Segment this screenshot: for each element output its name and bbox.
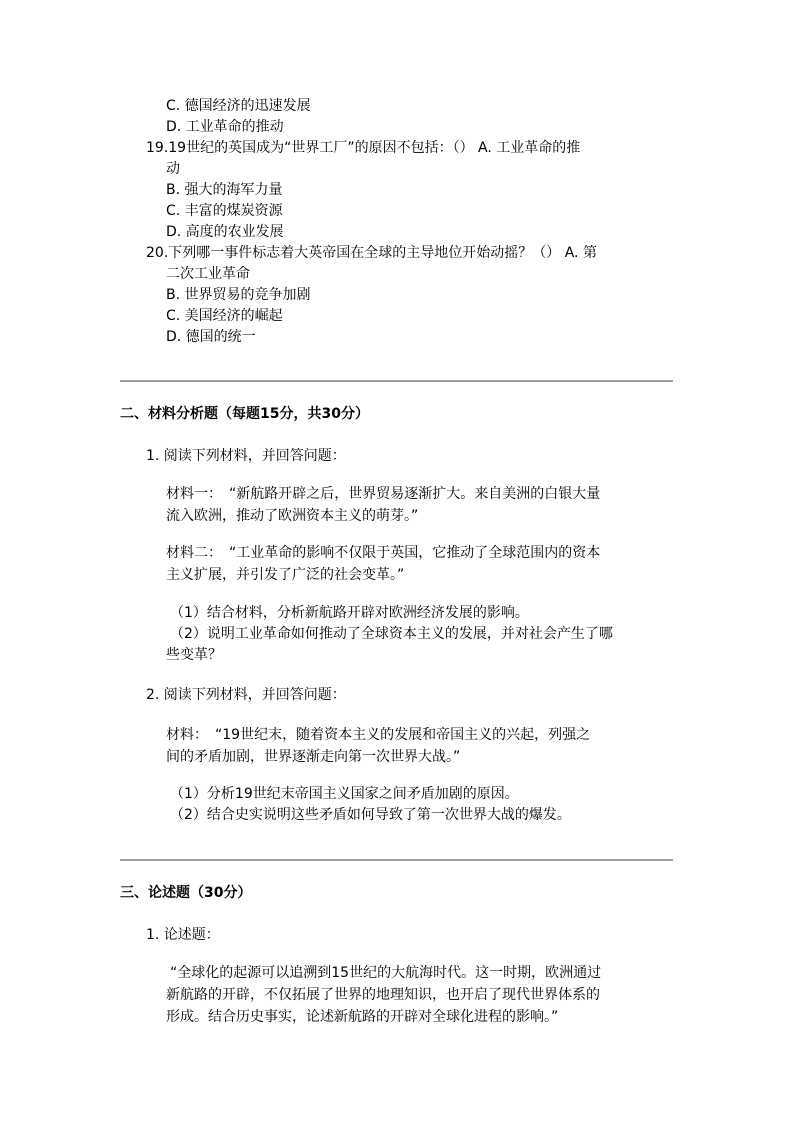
q19-option-b: B. 强大的海军力量 [166, 182, 283, 198]
s2-q2-sub1: （1）分析19世纪末帝国主义国家之间矛盾加剧的原因。 [170, 786, 519, 802]
q19-stem-cont: 动 [166, 161, 180, 177]
s2-q1-sub2-cont: 些变革？ [166, 647, 222, 663]
s3-q1-quote-cont: 新航路的开辟，不仅拓展了世界的地理知识，也开启了现代世界体系的 [166, 987, 600, 1003]
s2-q1-prompt: 1. 阅读下列材料，并回答问题： [146, 448, 346, 464]
q19-stem: 19.19世纪的英国成为“世界工厂”的原因不包括：（） A. 工业革命的推 [146, 140, 581, 156]
q19-option-c: C. 丰富的煤炭资源 [166, 203, 283, 219]
q20-option-d: D. 德国的统一 [166, 329, 256, 345]
q18-option-c: C. 德国经济的迅速发展 [166, 98, 311, 114]
s3-q1-quote-cont: 形成。结合历史事实，论述新航路的开辟对全球化进程的影响。” [166, 1009, 559, 1025]
s2-q2-prompt: 2. 阅读下列材料，并回答问题： [146, 687, 346, 703]
q20-option-b: B. 世界贸易的竞争加剧 [166, 287, 311, 303]
s2-q1-material1-cont: 流入欧洲，推动了欧洲资本主义的萌芽。” [166, 508, 419, 524]
section-divider [120, 859, 673, 861]
s2-q1-material2: 材料二： “工业革命的影响不仅限于英国，它推动了全球范围内的资本 [166, 545, 601, 561]
q18-option-d: D. 工业革命的推动 [166, 119, 284, 135]
s2-q1-sub2: （2）说明工业革命如何推动了全球资本主义的发展，并对社会产生了哪 [170, 626, 613, 642]
q20-stem: 20.下列哪一事件标志着大英帝国在全球的主导地位开始动摇？（） A. 第 [146, 245, 597, 261]
q19-option-d: D. 高度的农业发展 [166, 224, 284, 240]
s3-q1-quote: “全球化的起源可以追溯到15世纪的大航海时代。这一时期，欧洲通过 [170, 965, 602, 981]
s2-q2-material-cont: 间的矛盾加剧，世界逐渐走向第一次世界大战。” [166, 749, 461, 765]
s2-q2-sub2: （2）结合史实说明这些矛盾如何导致了第一次世界大战的爆发。 [170, 807, 571, 823]
s2-q1-material2-cont: 主义扩展，并引发了广泛的社会变革。” [166, 567, 405, 583]
q20-stem-cont: 二次工业革命 [166, 266, 250, 282]
s3-q1-prompt: 1. 论述题： [146, 927, 220, 943]
section3-heading: 三、论述题（30分） [120, 885, 252, 901]
s2-q1-material1: 材料一： “新航路开辟之后，世界贸易逐渐扩大。来自美洲的白银大量 [166, 486, 601, 502]
s2-q2-material: 材料： “19世纪末，随着资本主义的发展和帝国主义的兴起，列强之 [166, 727, 591, 743]
section-divider [120, 380, 673, 382]
s2-q1-sub1: （1）结合材料，分析新航路开辟对欧洲经济发展的影响。 [170, 605, 529, 621]
q20-option-c: C. 美国经济的崛起 [166, 308, 283, 324]
section2-heading: 二、材料分析题（每题15分，共30分） [120, 406, 369, 422]
